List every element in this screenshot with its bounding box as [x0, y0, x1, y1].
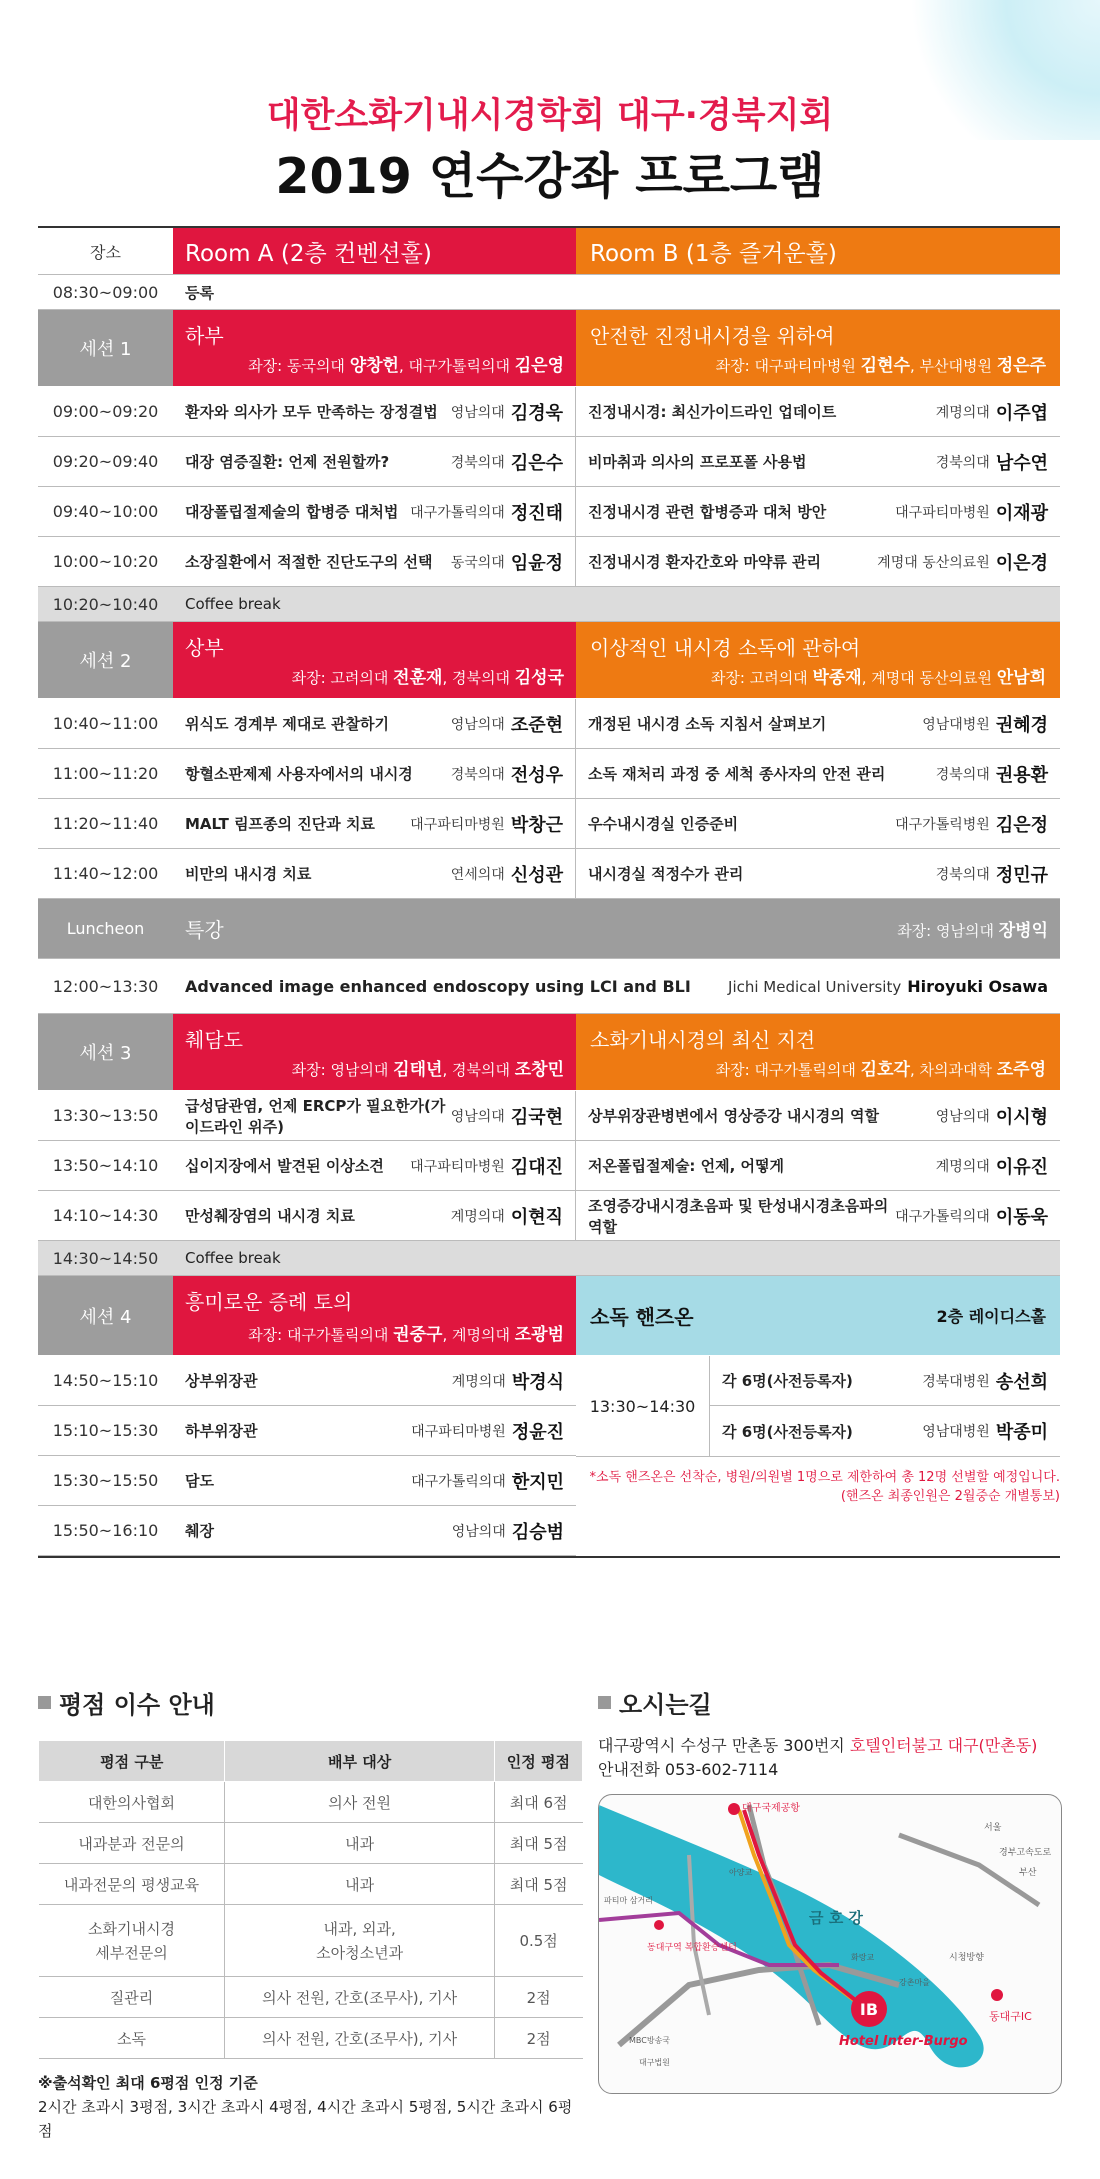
talk-topic: 만성췌장염의 내시경 치료: [185, 1207, 355, 1225]
handson-time: 13:30~14:30: [576, 1356, 710, 1456]
talk-topic: 조영증강내시경초음파 및 탄성내시경초음파의 역할: [588, 1196, 889, 1236]
talk-topic: 상부위장관: [185, 1372, 258, 1390]
speaker-name: 이은경: [995, 552, 1048, 574]
speaker-affiliation: 대구가톨릭의대: [410, 504, 505, 521]
speaker-name: 박경식: [511, 1371, 564, 1393]
coffee-break-row: [38, 1241, 1060, 1276]
session-title: 췌담도: [185, 1028, 243, 1052]
instructor-affiliation: 영남대병원: [922, 1424, 990, 1440]
chair-name: 김현수: [860, 356, 910, 376]
room-b-header: Room B (1층 즐거운홀): [576, 228, 1060, 274]
talk-topic: 비만의 내시경 치료: [185, 865, 312, 883]
svg-text:동대구역 복합환승센터: 동대구역 복합환승센터: [647, 1943, 737, 1953]
room-b-talk: [576, 387, 1060, 436]
room-a-talk: [173, 1191, 576, 1240]
talk-topic: 항혈소판제제 사용자에서의 내시경: [185, 765, 413, 783]
talk-topic: 소장질환에서 적절한 진단도구의 선택: [185, 553, 433, 571]
session-b-block: [576, 1014, 1060, 1090]
svg-text:시청방향: 시청방향: [949, 1953, 984, 1963]
chair-name: 김성국: [514, 668, 564, 688]
speaker-name: 정윤진: [511, 1421, 564, 1443]
svg-text:강촌마을: 강촌마을: [899, 1978, 930, 1987]
line: 소화기내시경: [88, 1919, 175, 1938]
session-b-block: [576, 622, 1060, 698]
speaker-affiliation: 대구가톨릭의대: [411, 1473, 506, 1490]
room-a-talk: [173, 437, 576, 486]
talk-topic: 소독 재처리 과정 중 세척 종사자의 안전 관리: [588, 765, 886, 783]
talk-topic: 진정내시경: 최신가이드라인 업데이트: [588, 403, 837, 421]
chair-mid: , 경북의대: [442, 1061, 515, 1079]
time-cell: 15:50~16:10: [52, 1521, 159, 1540]
time-cell: 09:00~09:20: [52, 402, 159, 421]
talk-topic: 대장폴립절제술의 합병증 대처법: [185, 503, 399, 521]
credit-category: 질관리: [39, 1977, 225, 2018]
column-header: 인정 평점: [494, 1741, 582, 1782]
speaker-name: 이재광: [995, 502, 1048, 524]
credit-points: 2점: [494, 2018, 582, 2059]
speaker-affiliation: 대구파티마병원: [410, 816, 505, 833]
speaker-name: 이주엽: [995, 402, 1048, 424]
svg-text:파티마 삼거리: 파티마 삼거리: [604, 1896, 653, 1905]
svg-text:대구법원: 대구법원: [639, 2058, 670, 2067]
time-cell: 09:40~10:00: [52, 502, 159, 521]
talk-row: [38, 387, 1060, 437]
speaker-affiliation: 계명의대: [450, 1208, 505, 1225]
time-cell: 10:00~10:20: [52, 552, 159, 571]
line: 소아청소년과: [316, 1943, 404, 1962]
chair-name: 김은영: [514, 356, 564, 376]
chair-name: 정은주: [996, 356, 1046, 376]
instructor-affiliation: 경북대병원: [922, 1373, 990, 1390]
speaker-name: 김대진: [510, 1156, 563, 1178]
time-cell: 15:10~15:30: [52, 1421, 159, 1440]
room-b-talk: [576, 699, 1060, 748]
speaker-name: 권용환: [995, 764, 1048, 786]
credit-target: [225, 1905, 494, 1977]
session-chair: [590, 663, 1046, 688]
bullet-square: [38, 1696, 51, 1709]
time-cell: 11:40~12:00: [52, 864, 159, 883]
phone: 안내전화 053-602-7114: [598, 1760, 779, 1779]
speaker-name: 박창근: [510, 814, 563, 836]
session-title: 흥미로운 증례 토의: [185, 1290, 353, 1314]
session-chair: [590, 1055, 1046, 1080]
speaker-affiliation: 영남대병원: [922, 716, 990, 733]
session-header: [38, 622, 1060, 699]
room-b-talk: [576, 849, 1060, 898]
credit-row: [39, 1977, 583, 2018]
credit-section: [38, 1685, 583, 2143]
credit-points: 2점: [494, 1977, 582, 2018]
talk-row: [38, 849, 1060, 899]
chair-prefix: 좌장: 대구파티마병원: [715, 357, 861, 375]
handson-topic: 각 6명(사전등록자): [722, 1372, 853, 1390]
talk-topic: 개정된 내시경 소독 지침서 살펴보기: [588, 715, 827, 733]
time-cell: 09:20~09:40: [52, 452, 159, 471]
credit-row: [39, 2018, 583, 2059]
speaker-affiliation: 동국의대: [450, 554, 505, 571]
time-cell: 13:30~13:50: [52, 1106, 159, 1125]
special-speaker: Hiroyuki Osawa: [907, 976, 1048, 996]
room-a-talk: [173, 799, 576, 848]
credit-table: [38, 1740, 583, 2059]
room-b-talk: [576, 799, 1060, 848]
credit-category: 내과분과 전문의: [39, 1823, 225, 1864]
talk-topic: 췌장: [185, 1522, 214, 1540]
speaker-name: 이동욱: [995, 1206, 1048, 1228]
column-header: 평점 구분: [39, 1741, 225, 1782]
instructor-name: 박종미: [995, 1422, 1048, 1443]
room-a-talk: [173, 749, 576, 798]
speaker-name: 이시형: [995, 1106, 1048, 1128]
session-title: 이상적인 내시경 소독에 관하여: [590, 636, 861, 660]
speaker-affiliation: 대구파티마병원: [411, 1423, 506, 1440]
credit-note: ※출석확인 최대 6평점 인정 기준 2시간 초과시 3평점, 3시간 초과시 4평점, 4시간 초과시 5평점, 5시간 초과시 6평점: [38, 2074, 573, 2140]
hotel-name: 호텔인터불고 대구(만촌동): [849, 1736, 1038, 1755]
speaker-name: 김은정: [995, 814, 1048, 836]
handson-grid: [576, 1356, 1060, 1457]
svg-text:동대구IC: 동대구IC: [989, 2010, 1032, 2023]
talk-topic: 진정내시경 관련 합병증과 대처 방안: [588, 503, 827, 521]
address: 대구광역시 수성구 만촌동 300번지 호텔인터불고 대구(만촌동) 안내전화 053-602-7114: [598, 1736, 1038, 1779]
talk-topic: 급성담관염, 언제 ERCP가 필요한가(가이드라인 위주): [185, 1096, 446, 1136]
credit-category: 소독: [39, 2018, 225, 2059]
talk-topic: 대장 염증질환: 언제 전원할까?: [185, 453, 390, 471]
speaker-name: 권혜경: [995, 714, 1048, 736]
break-label: Coffee break: [185, 595, 281, 613]
speaker-name: 김국현: [510, 1106, 563, 1128]
session-a-block: [173, 310, 576, 386]
speaker-name: 김경욱: [510, 402, 563, 424]
session-header: [38, 1014, 1060, 1091]
credit-points: 최대 5점: [494, 1864, 582, 1905]
speaker-affiliation: 영남의대: [450, 716, 505, 733]
time-cell: 14:50~15:10: [52, 1371, 159, 1390]
speaker-name: 김승범: [511, 1521, 564, 1543]
talk-row: [38, 537, 1060, 587]
chair-mid: , 대구가톨릭의대: [398, 357, 515, 375]
session-chair: [185, 351, 564, 376]
speaker-name: 신성관: [510, 864, 563, 886]
luncheon-row: [38, 899, 1060, 959]
handson-title: 소독 핸즈온: [590, 1305, 694, 1329]
talk-row: [38, 1141, 1060, 1191]
time-cell: 10:40~11:00: [52, 714, 159, 733]
speaker-affiliation: 계명대 동산의료원: [877, 554, 990, 571]
session-b-block: [576, 310, 1060, 386]
room-a-talk: [173, 849, 576, 898]
credit-category: 대한의사협회: [39, 1782, 225, 1823]
talk-row: [38, 1356, 576, 1406]
speaker-name: 남수연: [995, 452, 1048, 474]
chair-name: 김호각: [860, 1060, 910, 1080]
room-a-talk: [173, 1506, 576, 1555]
credit-points: 0.5점: [494, 1905, 582, 1977]
time-cell: 08:30~09:00: [52, 282, 159, 302]
talk-topic: 저온폴립절제술: 언제, 어떻게: [588, 1157, 785, 1175]
talk-topic: 십이지장에서 발견된 이상소견: [185, 1157, 384, 1175]
talk-topic: 담도: [185, 1472, 214, 1490]
talk-topic: 진정내시경 환자간호와 마약류 관리: [588, 553, 822, 571]
time-cell: 13:50~14:10: [52, 1156, 159, 1175]
chair-name: 양창헌: [349, 356, 399, 376]
handson-row: [710, 1356, 1060, 1406]
svg-text:IB: IB: [859, 2000, 879, 2019]
instructor-name: 송선희: [995, 1371, 1048, 1393]
time-cell: 12:00~13:30: [52, 976, 159, 996]
speaker-affiliation: 경북의대: [450, 454, 505, 471]
room-a-header: Room A (2층 컨벤션홀): [173, 228, 576, 274]
chair-name: 김태년: [393, 1060, 443, 1080]
session-title: 소화기내시경의 최신 지견: [590, 1028, 816, 1052]
room-a-talk: [173, 699, 576, 748]
talk-topic: 환자와 의사가 모두 만족하는 장정결법: [185, 403, 438, 421]
chair-name: 조창민: [514, 1060, 564, 1080]
room-a-talk: [173, 1356, 576, 1405]
speaker-affiliation: 대구파티마병원: [895, 504, 990, 521]
time-cell: 15:30~15:50: [52, 1471, 159, 1490]
special-affiliation: Jichi Medical University: [728, 977, 902, 996]
room-b-talk: [576, 437, 1060, 486]
hotel-map-label: Hotel Inter-Burgo: [839, 2034, 968, 2049]
credit-row: [39, 1782, 583, 1823]
coffee-break-row: [38, 587, 1060, 622]
session-title: 상부: [185, 636, 224, 660]
svg-text:화랑교: 화랑교: [851, 1953, 875, 1962]
svg-text:경부고속도로: 경부고속도로: [999, 1848, 1052, 1858]
speaker-affiliation: 계명의대: [935, 404, 990, 421]
chair-mid: , 계명대 동산의료원: [861, 669, 997, 687]
registration-row: [38, 275, 1060, 310]
speaker-affiliation: 영남의대: [450, 404, 505, 421]
talk-topic: MALT 림프종의 진단과 치료: [185, 815, 375, 833]
speaker-affiliation: 영남의대: [450, 1108, 505, 1125]
talk-row: [38, 1191, 1060, 1241]
session-chair: [185, 1055, 564, 1080]
talk-row: [38, 1506, 576, 1556]
speaker-affiliation: 경북의대: [935, 766, 990, 783]
room-b-talk: [576, 537, 1060, 586]
column-header: 배부 대상: [225, 1741, 494, 1782]
line: 내과, 외과,: [323, 1919, 396, 1938]
special-lecture-row: [38, 959, 1060, 1014]
page-subtitle: 대한소화기내시경학회 대구·경북지회: [266, 96, 834, 136]
room-a-talk: [173, 537, 576, 586]
credit-target: 내과: [225, 1823, 494, 1864]
place-label: 장소: [90, 242, 121, 262]
session-chair: [590, 351, 1046, 376]
speaker-affiliation: 영남의대: [451, 1523, 506, 1540]
chair-prefix: 좌장: 고려의대: [291, 669, 394, 687]
talk-topic: 상부위장관병변에서 영상증강 내시경의 역할: [588, 1107, 879, 1125]
talk-topic: 비마취과 의사의 프로포폴 사용법: [588, 453, 807, 471]
speaker-name: 정진태: [510, 502, 563, 524]
session-chair: 좌장: 대구가톨릭의대 권중구, 계명의대 조광범: [248, 1325, 564, 1345]
talk-row: [38, 487, 1060, 537]
page-title: 2019 연수강좌 프로그램: [275, 148, 825, 205]
time-cell: Luncheon: [66, 919, 145, 938]
credit-target: 의사 전원, 간호(조무사), 기사: [225, 1977, 494, 2018]
session-title: 안전한 진정내시경을 위하여: [590, 324, 835, 348]
talk-topic: 우수내시경실 인증준비: [588, 815, 739, 833]
speaker-name: 이유진: [995, 1156, 1048, 1178]
luncheon-title: 특강: [185, 918, 224, 942]
credit-row: [39, 1823, 583, 1864]
chair-prefix: 좌장: 대구가톨릭의대: [715, 1061, 861, 1079]
speaker-affiliation: 경북의대: [935, 454, 990, 471]
speaker-name: 정민규: [995, 864, 1048, 886]
speaker-name: 김은수: [510, 452, 563, 474]
handson-row: [710, 1406, 1060, 1456]
directions-section: [598, 1685, 1062, 2094]
speaker-affiliation: 경북의대: [450, 766, 505, 783]
chair-mid: , 부산대병원: [909, 357, 997, 375]
chair-name: 조주영: [996, 1060, 1046, 1080]
credit-row: [39, 1905, 583, 1977]
room-b-talk: [576, 1191, 1060, 1240]
credit-points: 최대 5점: [494, 1823, 582, 1864]
map-graphic: [599, 1795, 1062, 2094]
room-a-talk: [173, 487, 576, 536]
line: 세부전문의: [95, 1943, 168, 1962]
speaker-affiliation: 대구파티마병원: [410, 1158, 505, 1175]
svg-text:MBC방송국: MBC방송국: [629, 2036, 671, 2045]
room-b-talk: [576, 1091, 1060, 1140]
talk-row: [38, 437, 1060, 487]
time-cell: 11:00~11:20: [52, 764, 159, 783]
talk-topic: 위식도 경계부 제대로 관찰하기: [185, 715, 390, 733]
registration-label: 등록: [185, 283, 214, 302]
chair-name: 전훈재: [393, 668, 443, 688]
speaker-name: 이현직: [510, 1206, 563, 1228]
svg-text:부산: 부산: [1019, 1868, 1037, 1878]
speaker-affiliation: 경북의대: [935, 866, 990, 883]
speaker-affiliation: 영남의대: [935, 1108, 990, 1125]
session-header: [38, 310, 1060, 387]
talk-row: [38, 1456, 576, 1506]
credit-title: 평점 이수 안내: [59, 1691, 215, 1719]
chair-prefix: 좌장: 고려의대: [710, 669, 813, 687]
session-a-block: [173, 1014, 576, 1090]
chair-mid: , 차의과대학: [909, 1061, 997, 1079]
session-label: 세션 3: [38, 1014, 173, 1090]
speaker-name: 임윤정: [510, 552, 563, 574]
chair-name: 박종재: [812, 668, 862, 688]
speaker-affiliation: 계명의대: [451, 1373, 506, 1390]
speaker-affiliation: 대구가톨릭의대: [895, 1208, 990, 1225]
room-a-talk: [173, 1456, 576, 1505]
time-cell: 11:20~11:40: [52, 814, 159, 833]
session-label: 세션 4: [38, 1276, 173, 1355]
credit-target: 의사 전원, 간호(조무사), 기사: [225, 2018, 494, 2059]
credit-category: [39, 1905, 225, 1977]
handson-room: 2층 레이디스홀: [936, 1307, 1046, 1326]
speaker-affiliation: 연세의대: [450, 866, 505, 883]
time-cell: 14:10~14:30: [52, 1206, 159, 1225]
break-label: Coffee break: [185, 1249, 281, 1267]
speaker-name: 조준현: [510, 714, 563, 736]
speaker-name: 한지민: [511, 1471, 564, 1493]
chair-name: 안남희: [996, 668, 1046, 688]
talk-row: [38, 1091, 1060, 1141]
session-label: 세션 2: [38, 622, 173, 698]
talk-row: [38, 749, 1060, 799]
chair-mid: , 경북의대: [442, 669, 515, 687]
session-chair: [185, 663, 564, 688]
bullet-square: [598, 1696, 611, 1709]
session-a-block: [173, 622, 576, 698]
svg-text:서울: 서울: [984, 1823, 1002, 1833]
speaker-affiliation: 대구가톨릭병원: [895, 816, 990, 833]
session-title: 하부: [185, 324, 224, 348]
room-b-talk: [576, 749, 1060, 798]
chair-prefix: 좌장: 동국의대: [248, 357, 350, 375]
speaker-name: 전성우: [510, 764, 563, 786]
location-map: [598, 1794, 1062, 2094]
time-cell: 14:30~14:50: [52, 1248, 159, 1268]
svg-text:아양교: 아양교: [729, 1868, 753, 1877]
session-4-header: [38, 1276, 1060, 1356]
talk-topic: 하부위장관: [185, 1422, 258, 1440]
schedule-table: [38, 226, 1060, 1558]
credit-points: 최대 6점: [494, 1782, 582, 1823]
credit-target: 내과: [225, 1864, 494, 1905]
directions-title: 오시는길: [619, 1691, 712, 1719]
luncheon-chair: 좌장: 영남의대 장병익: [897, 921, 1048, 941]
special-topic: Advanced image enhanced endoscopy using LCI and BLI: [185, 976, 691, 996]
svg-text:대구국제공항: 대구국제공항: [742, 1803, 800, 1814]
talk-row: [38, 1406, 576, 1456]
room-b-talk: [576, 487, 1060, 536]
room-header-row: [38, 228, 1060, 275]
room-a-talk: [173, 387, 576, 436]
handson-topic: 각 6명(사전등록자): [722, 1422, 853, 1441]
credit-category: 내과전문의 평생교육: [39, 1864, 225, 1905]
room-a-talk: [173, 1406, 576, 1455]
session-label: 세션 1: [38, 310, 173, 386]
credit-row: [39, 1864, 583, 1905]
room-a-talk: [173, 1141, 576, 1190]
handson-note: *소독 핸즈온은 선착순, 병원/의원별 1명으로 제한하여 총 12명 선별할 예정입니다. (핸즈온 최종인원은 2월중순 개별통보): [589, 1470, 1060, 1504]
river-label: 금 호 강: [809, 1909, 863, 1927]
room-b-talk: [576, 1141, 1060, 1190]
talk-row: [38, 699, 1060, 749]
credit-target: 의사 전원: [225, 1782, 494, 1823]
time-cell: 10:20~10:40: [52, 594, 159, 614]
talk-row: [38, 799, 1060, 849]
talk-topic: 내시경실 적정수가 관리: [588, 865, 744, 883]
room-a-talk: [173, 1091, 576, 1140]
speaker-affiliation: 계명의대: [935, 1158, 990, 1175]
chair-prefix: 좌장: 영남의대: [291, 1061, 394, 1079]
